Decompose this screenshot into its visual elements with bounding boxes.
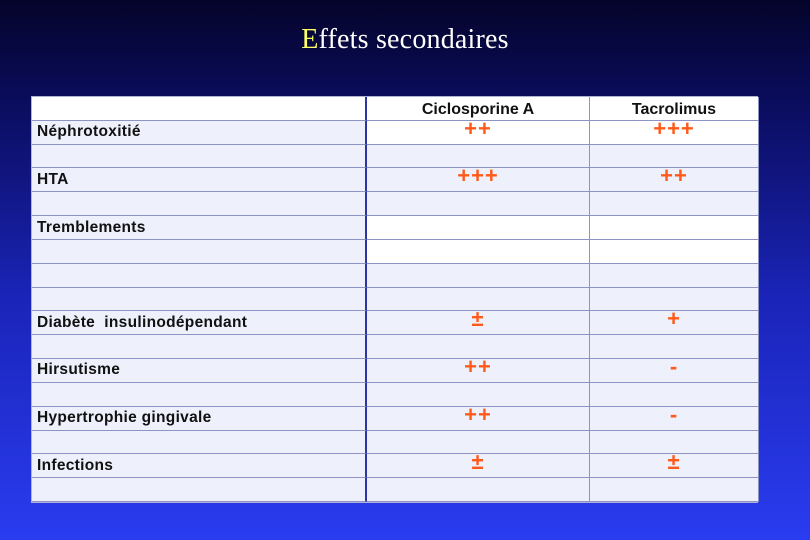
cell-tacrolimus xyxy=(590,354,759,383)
slide-title xyxy=(0,24,810,56)
spacer-cell xyxy=(32,288,367,312)
spacer-cell xyxy=(32,264,367,288)
spacer-cell xyxy=(32,192,367,216)
cell-ciclosporine xyxy=(367,216,590,240)
cell-ciclosporine xyxy=(367,354,590,383)
value-mark: - xyxy=(669,401,679,427)
cell-tacrolimus xyxy=(590,401,759,431)
cell-ciclosporine xyxy=(367,449,590,478)
value-mark: - xyxy=(669,354,679,380)
slide-title-initial: E xyxy=(301,24,319,55)
value-mark: ++ xyxy=(464,401,492,427)
value-mark: ++ xyxy=(464,354,492,380)
spacer-cell xyxy=(32,240,367,264)
row-label-infections: Infections xyxy=(32,454,367,478)
cell-tacrolimus xyxy=(590,449,759,478)
cell-ciclosporine xyxy=(367,163,590,192)
value-mark: ± xyxy=(471,449,485,475)
spacer-cell xyxy=(590,240,759,264)
spacer-cell xyxy=(590,478,759,502)
header-empty-cell xyxy=(32,97,367,121)
value-mark: ++ xyxy=(464,115,492,141)
spacer-cell xyxy=(367,264,590,288)
cell-tacrolimus xyxy=(590,115,759,145)
header-tacrolimus: Tacrolimus xyxy=(590,97,759,121)
value-mark: ± xyxy=(667,449,681,475)
cell-tacrolimus xyxy=(590,163,759,192)
spacer-cell xyxy=(32,478,367,502)
row-label-tremblements: Tremblements xyxy=(32,216,367,240)
row-label-hypertrophie-gingivale: Hypertrophie gingivale xyxy=(32,407,367,431)
spacer-cell xyxy=(367,478,590,502)
spacer-cell xyxy=(32,335,367,359)
cell-ciclosporine xyxy=(367,115,590,145)
side-effects-table xyxy=(31,96,758,503)
spacer-cell xyxy=(32,383,367,407)
spacer-cell xyxy=(32,145,367,169)
value-mark: ++ xyxy=(660,163,688,189)
slide-title-rest: ffets secondaires xyxy=(318,24,509,55)
row-label-hirsutisme: Hirsutisme xyxy=(32,359,367,383)
value-mark: +++ xyxy=(653,115,695,141)
spacer-cell xyxy=(590,192,759,216)
cell-ciclosporine xyxy=(367,306,590,335)
value-mark: ± xyxy=(471,306,485,332)
cell-tacrolimus xyxy=(590,306,759,335)
row-label-nephrotoxicite: Néphrotoxitié xyxy=(32,121,367,145)
spacer-cell xyxy=(590,264,759,288)
row-label-diabete: Diabète insulinodépendant xyxy=(32,311,367,335)
value-mark: + xyxy=(667,306,681,332)
header-ciclosporine: Ciclosporine A xyxy=(367,97,590,121)
cell-tacrolimus xyxy=(590,216,759,240)
spacer-cell xyxy=(32,431,367,455)
cell-ciclosporine xyxy=(367,401,590,431)
spacer-cell xyxy=(367,240,590,264)
row-label-hta: HTA xyxy=(32,168,367,192)
value-mark: +++ xyxy=(457,163,499,189)
spacer-cell xyxy=(367,192,590,216)
